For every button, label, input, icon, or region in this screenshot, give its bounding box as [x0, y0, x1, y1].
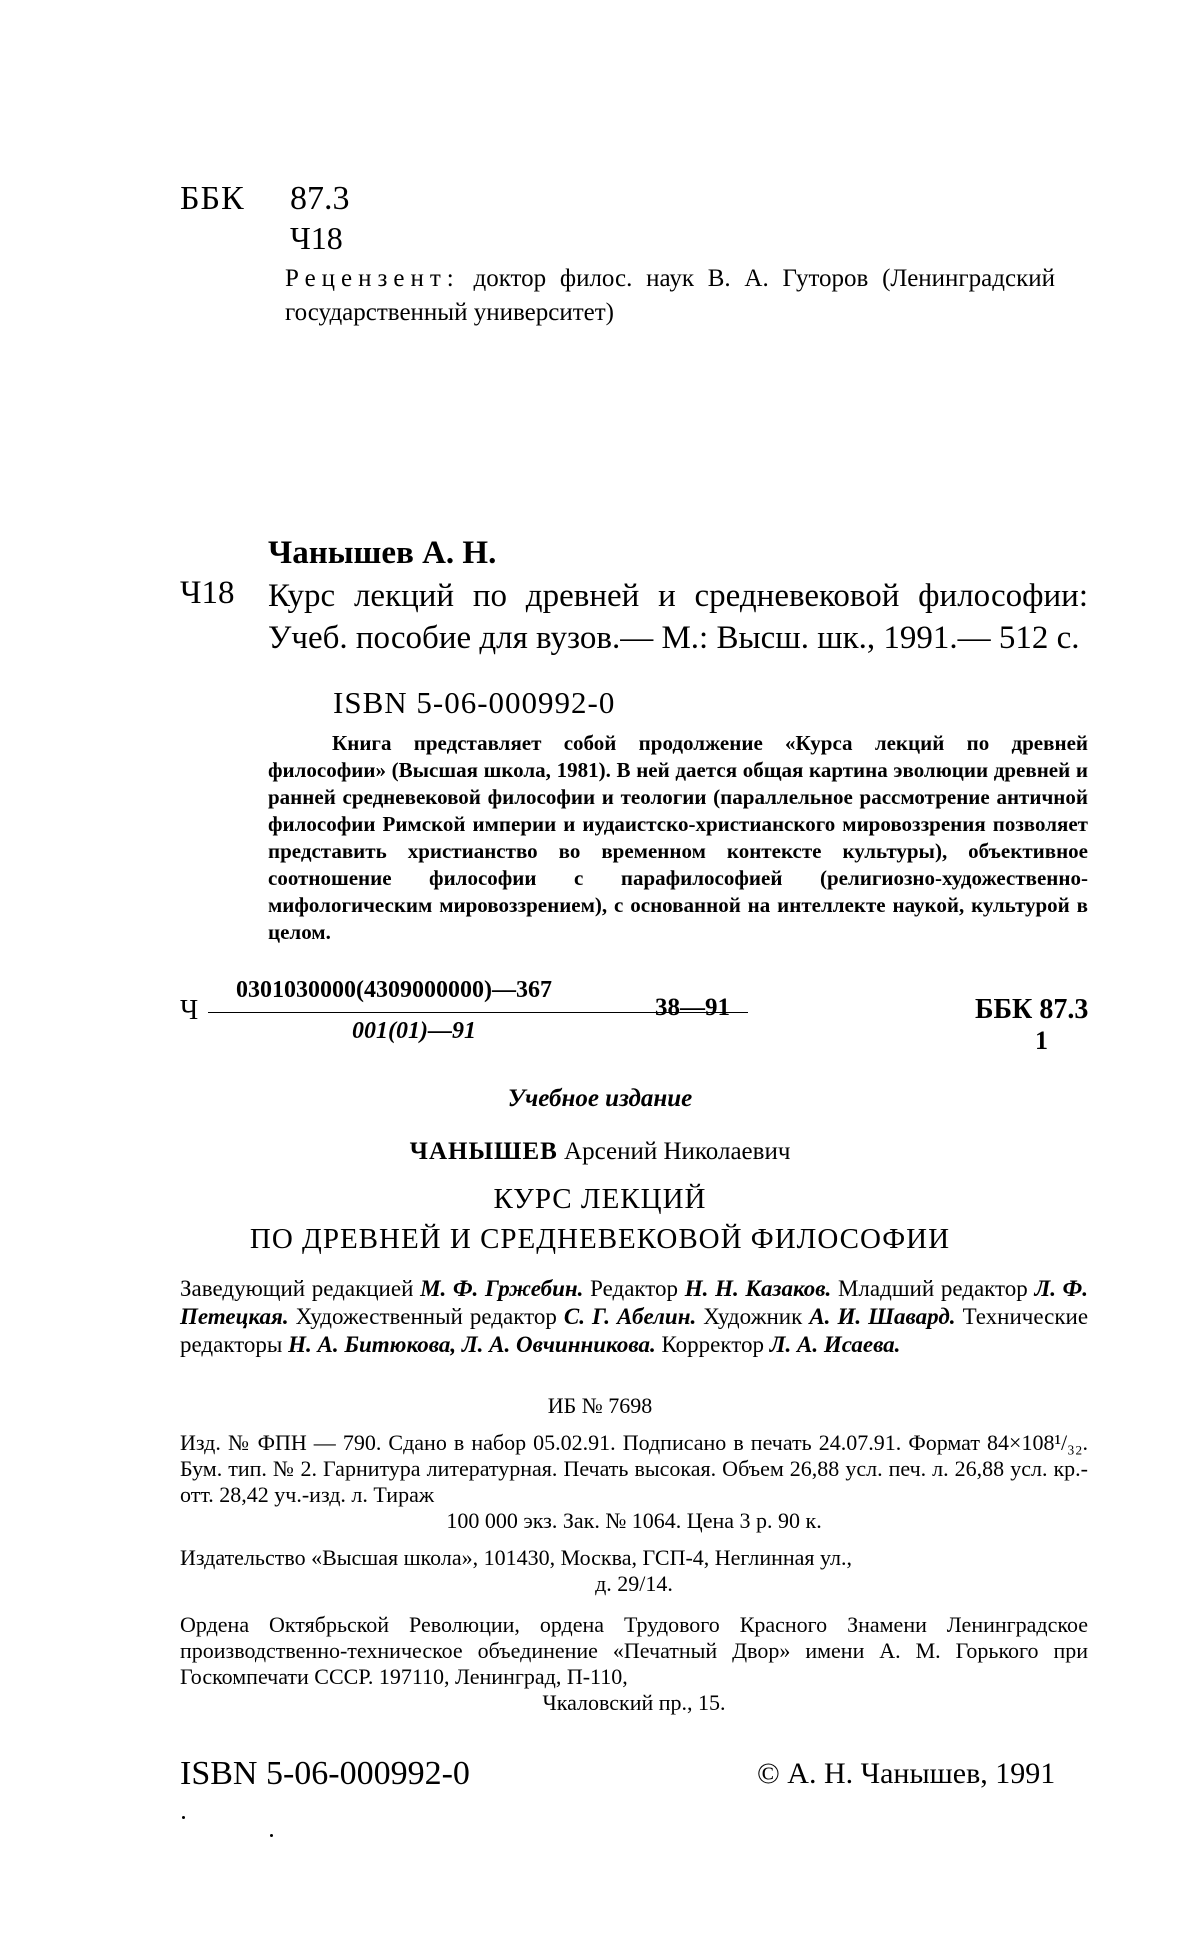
scan-speck	[182, 1816, 185, 1819]
code-bbk: ББК 87.3	[975, 994, 1089, 1025]
card-isbn: ISBN 5-06-000992-0	[333, 685, 616, 720]
staff-artist-label: Художник	[703, 1304, 803, 1329]
author-surname: ЧАНЫШЕВ	[409, 1138, 558, 1165]
card-index: Ч18	[180, 575, 235, 611]
code-numerator: 0301030000(4309000000)—367	[236, 977, 552, 1003]
staff-tech-label: Технические редакторы	[180, 1304, 1089, 1357]
staff-editor-label: Редактор	[590, 1276, 679, 1301]
reviewer-label: Рецензент:	[285, 265, 460, 292]
editorial-staff	[180, 1275, 1088, 1359]
bbk-label: ББК	[180, 180, 245, 217]
author-index: Ч18	[290, 220, 343, 256]
staff-art-label: Художественный редактор	[295, 1304, 557, 1329]
publisher-address	[180, 1545, 1088, 1597]
print-details-text: Изд. № ФПН — 790. Сдано в набор 05.02.91. Подписано в печать 24.07.91. Формат 84×108¹/₃₂. Бум. тип. № 2. Гарнитура литературная. Печать высокая. Объем 26,88 усл. печ. л. 26,88 усл. кр.-отт. 28,42 уч.-изд. л. Тираж	[180, 1430, 1088, 1507]
card-author: Чанышев А. Н.	[268, 535, 497, 571]
reviewer-text: доктор филос. наук В. А. Гуторов (Ленинградский государственный университет)	[285, 265, 1055, 326]
publisher-last: д. 29/14.	[595, 1571, 673, 1596]
print-details-last: 100 000 экз. Зак. № 1064. Цена 3 р. 90 к.	[446, 1508, 822, 1533]
ib-number: ИБ № 7698	[547, 1393, 653, 1418]
staff-junior-name: Л. Ф. Петецкая.	[180, 1276, 1088, 1329]
book-title-line-1: КУРС ЛЕКЦИЙ	[493, 1183, 707, 1215]
book-title-line-2: ПО ДРЕВНЕЙ И СРЕДНЕВЕКОВОЙ ФИЛОСОФИИ	[249, 1223, 951, 1255]
reviewer-note	[285, 262, 1055, 330]
staff-head-name: М. Ф. Гржебин.	[420, 1276, 584, 1301]
edition-type: Учебное издание	[507, 1085, 693, 1112]
staff-proof-name: Л. А. Исаева.	[769, 1332, 901, 1357]
code-denominator: 001(01)—91	[352, 1018, 476, 1044]
author-full-name	[0, 1138, 1200, 1166]
print-details	[180, 1430, 1088, 1534]
footer-copyright: © А. Н. Чанышев, 1991	[757, 1757, 1056, 1790]
staff-art-name: С. Г. Абелин.	[563, 1304, 697, 1329]
card-bibliographic-description: Курс лекций по древней и средневековой философии: Учеб. пособие для вузов.— М.: Высш. шк., 1991.— 512 с.	[268, 578, 1088, 656]
code-letter: Ч	[180, 995, 199, 1026]
code-bbk-sub: 1	[1035, 1026, 1048, 1055]
staff-editor-name: Н. Н. Казаков.	[684, 1276, 832, 1301]
code-suffix: 38—91	[655, 994, 730, 1021]
bbk-number: 87.3	[290, 180, 350, 217]
publisher-text: Издательство «Высшая школа», 101430, Москва, ГСП-4, Неглинная ул.,	[180, 1545, 853, 1570]
staff-proof-label: Корректор	[661, 1332, 764, 1357]
author-given-names: Арсений Николаевич	[564, 1138, 791, 1165]
staff-artist-name: А. И. Шавард.	[809, 1304, 956, 1329]
scan-speck	[270, 1834, 273, 1837]
annotation-text: Книга представляет собой продолжение «Курса лекций по древней философии» (Высшая школа, 1981). В ней дается общая картина эволюции древней и ранней средневековой философии и теологии (параллельное рассмотрение античной философии Римской империи и иудаистско-христианского мировоззрения позволяет представить христианство во временном контексте культуры), объективное соотношение философии с парафилософией (религиозно-художественно-мифологическим мировоззрением), с основанной на интеллекте наукой, культурой в целом.	[268, 731, 1088, 944]
printer-info	[180, 1612, 1088, 1716]
staff-junior-label: Младший редактор	[837, 1276, 1028, 1301]
staff-tech-names: Н. А. Битюкова, Л. А. Овчинникова.	[288, 1332, 656, 1357]
staff-head-label: Заведующий редакцией	[180, 1276, 414, 1301]
footer-isbn: ISBN 5-06-000992-0	[180, 1755, 470, 1792]
printer-last: Чкаловский пр., 15.	[542, 1690, 726, 1715]
printer-text: Ордена Октябрьской Революции, ордена Трудового Красного Знамени Ленинградское производственно-техническое объединение «Печатный Двор» имени А. М. Горького при Госкомпечати СССР. 197110, Ленинград, П-110,	[180, 1612, 1088, 1689]
card-annotation	[268, 730, 1088, 946]
